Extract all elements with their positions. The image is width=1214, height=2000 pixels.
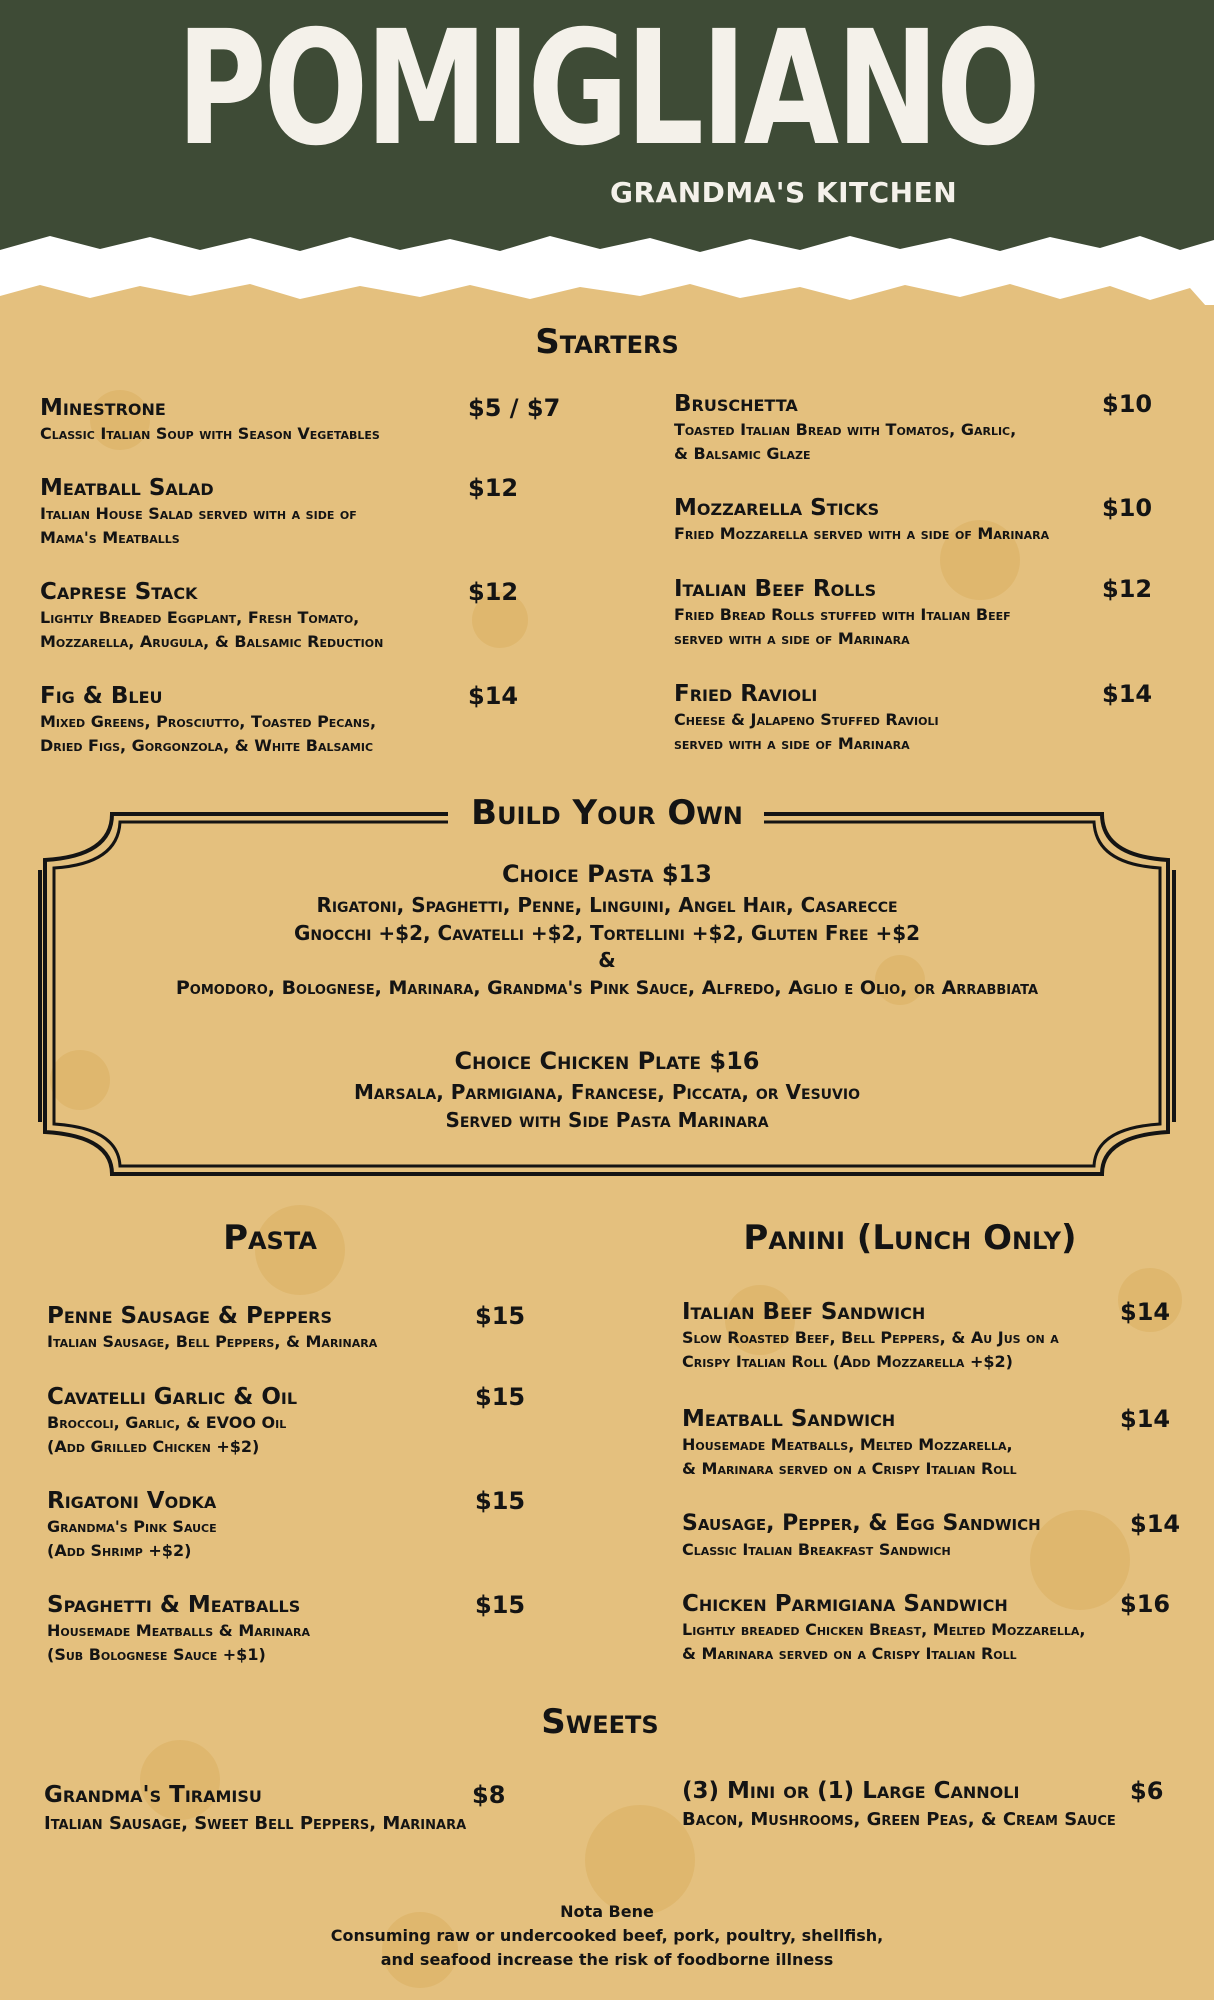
item-description: served with a side of Marinara (674, 734, 910, 753)
item-description: & Marinara served on a Crispy Italian Roll (682, 1459, 1017, 1478)
starters-title: Starters (535, 322, 679, 362)
menu-item (44, 1781, 584, 1839)
item-description: Fried Mozzarella served with a side of Marinara (674, 524, 1050, 543)
item-name: Penne Sausage & Peppers (47, 1303, 333, 1329)
restaurant-tagline: GRANDMA'S KITCHEN (610, 176, 958, 209)
item-description: Italian Sausage, Sweet Bell Peppers, Marinara (44, 1813, 467, 1834)
item-description: Mama's Meatballs (40, 528, 180, 547)
sweets-title: Sweets (541, 1702, 659, 1742)
item-description: & Marinara served on a Crispy Italian Roll (682, 1644, 1017, 1663)
chicken-options-line: Marsala, Parmigiana, Francese, Piccata, or Vesuvio (354, 1080, 860, 1104)
item-price: $16 (1120, 1590, 1171, 1618)
item-description: Broccoli, Garlic, & EVOO Oil (47, 1413, 287, 1432)
item-description: Classic Italian Soup with Season Vegetables (40, 424, 380, 443)
item-description: Lightly breaded Chicken Breast, Melted Mozzarella, (682, 1620, 1086, 1639)
item-price: $14 (468, 682, 519, 710)
restaurant-logo: POMIGLIANO (176, 0, 1038, 181)
item-price: $14 (1130, 1510, 1181, 1538)
item-price: $6 (1130, 1777, 1164, 1805)
item-name: Minestrone (40, 395, 166, 421)
build-your-own-title: Build Your Own (471, 793, 743, 833)
item-price: $14 (1120, 1298, 1171, 1326)
pasta-options-line: Rigatoni, Spaghetti, Penne, Linguini, Angel Hair, Casarecce (316, 893, 898, 917)
item-name: (3) Mini or (1) Large Cannoli (682, 1778, 1020, 1804)
item-description: Bacon, Mushrooms, Green Peas, & Cream Sauce (682, 1809, 1116, 1830)
panini-title: Panini (Lunch Only) (743, 1218, 1077, 1258)
nota-bene-title: Nota Bene (560, 1902, 654, 1921)
item-description: (Sub Bolognese Sauce +$1) (47, 1645, 266, 1664)
item-description: Mozzarella, Arugula, & Balsamic Reduction (40, 632, 384, 651)
nota-bene-line: and seafood increase the risk of foodborne illness (380, 1950, 834, 1969)
item-price: $8 (472, 1781, 506, 1809)
item-description: Lightly Breaded Eggplant, Fresh Tomato, (40, 608, 360, 627)
item-price: $12 (468, 578, 519, 606)
item-name: Spaghetti & Meatballs (47, 1592, 301, 1618)
item-name: Italian Beef Sandwich (682, 1299, 926, 1325)
item-name: Sausage, Pepper, & Egg Sandwich (682, 1511, 1041, 1536)
nota-bene-line: Consuming raw or undercooked beef, pork, poultry, shellfish, (330, 1926, 884, 1945)
item-description: Fried Bread Rolls stuffed with Italian Beef (674, 605, 1011, 624)
item-name: Mozzarella Sticks (674, 495, 880, 521)
item-name: Meatball Sandwich (682, 1406, 896, 1432)
menu-item (682, 1510, 1202, 1562)
item-description: Grandma's Pink Sauce (47, 1517, 217, 1536)
menu-item (47, 1383, 567, 1459)
item-price: $12 (468, 474, 519, 502)
item-price: $10 (1102, 390, 1153, 418)
item-name: Italian Beef Rolls (674, 576, 877, 602)
menu-item (682, 1298, 1192, 1374)
item-description: Slow Roasted Beef, Bell Peppers, & Au Jus on a (682, 1328, 1059, 1347)
chicken-options-line: Served with Side Pasta Marinara (445, 1108, 769, 1132)
item-description: (Add Grilled Chicken +$2) (47, 1437, 260, 1456)
item-name: Bruschetta (674, 391, 798, 417)
item-description: Crispy Italian Roll (Add Mozzarella +$2) (682, 1352, 1013, 1371)
item-description: Mixed Greens, Prosciutto, Toasted Pecans, (40, 712, 377, 731)
pasta-options-line: Gnocchi +$2, Cavatelli +$2, Tortellini +$2, Gluten Free +$2 (293, 921, 921, 945)
item-price: $5 / $7 (468, 394, 561, 422)
item-name: Cavatelli Garlic & Oil (47, 1384, 298, 1410)
item-description: Housemade Meatballs & Marinara (47, 1621, 311, 1640)
item-price: $10 (1102, 494, 1153, 522)
item-price: $14 (1120, 1405, 1171, 1433)
item-price: $15 (475, 1383, 526, 1411)
menu-item (47, 1487, 567, 1563)
item-description: Italian Sausage, Bell Peppers, & Marinara (47, 1332, 378, 1351)
pasta-title: Pasta (223, 1218, 317, 1258)
item-name: Meatball Salad (40, 475, 214, 501)
item-name: Fried Ravioli (674, 681, 818, 707)
choice-chicken-heading: Choice Chicken Plate $16 (454, 1047, 760, 1075)
menu-item (682, 1405, 1192, 1481)
item-price: $15 (475, 1302, 526, 1330)
item-description: (Add Shrimp +$2) (47, 1541, 192, 1560)
item-description: Italian House Salad served with a side of (40, 504, 357, 523)
item-description: Housemade Meatballs, Melted Mozzarella, (682, 1435, 1013, 1454)
pasta-options-line: & (598, 948, 616, 972)
item-description: served with a side of Marinara (674, 629, 910, 648)
item-name: Fig & Bleu (40, 683, 163, 709)
item-name: Rigatoni Vodka (47, 1488, 217, 1514)
item-description: Classic Italian Breakfast Sandwich (682, 1540, 951, 1559)
item-name: Caprese Stack (40, 579, 198, 605)
item-price: $12 (1102, 575, 1153, 603)
menu-item (47, 1302, 567, 1354)
menu-item (47, 1591, 567, 1667)
item-description: & Balsamic Glaze (674, 444, 811, 463)
choice-pasta-heading: Choice Pasta $13 (502, 860, 712, 888)
item-description: Cheese & Jalapeno Stuffed Ravioli (674, 710, 939, 729)
item-price: $15 (475, 1591, 526, 1619)
item-description: Dried Figs, Gorgonzola, & White Balsamic (40, 736, 374, 755)
menu-item (682, 1777, 1202, 1835)
item-name: Grandma's Tiramisu (44, 1782, 262, 1808)
menu-item (682, 1590, 1192, 1666)
item-name: Chicken Parmigiana Sandwich (682, 1591, 1008, 1617)
item-description: Toasted Italian Bread with Tomatos, Garlic, (674, 420, 1017, 439)
item-price: $14 (1102, 680, 1153, 708)
sauce-options-line: Pomodoro, Bolognese, Marinara, Grandma's Pink Sauce, Alfredo, Aglio e Olio, or Arrabbiata (175, 977, 1039, 999)
item-price: $15 (475, 1487, 526, 1515)
